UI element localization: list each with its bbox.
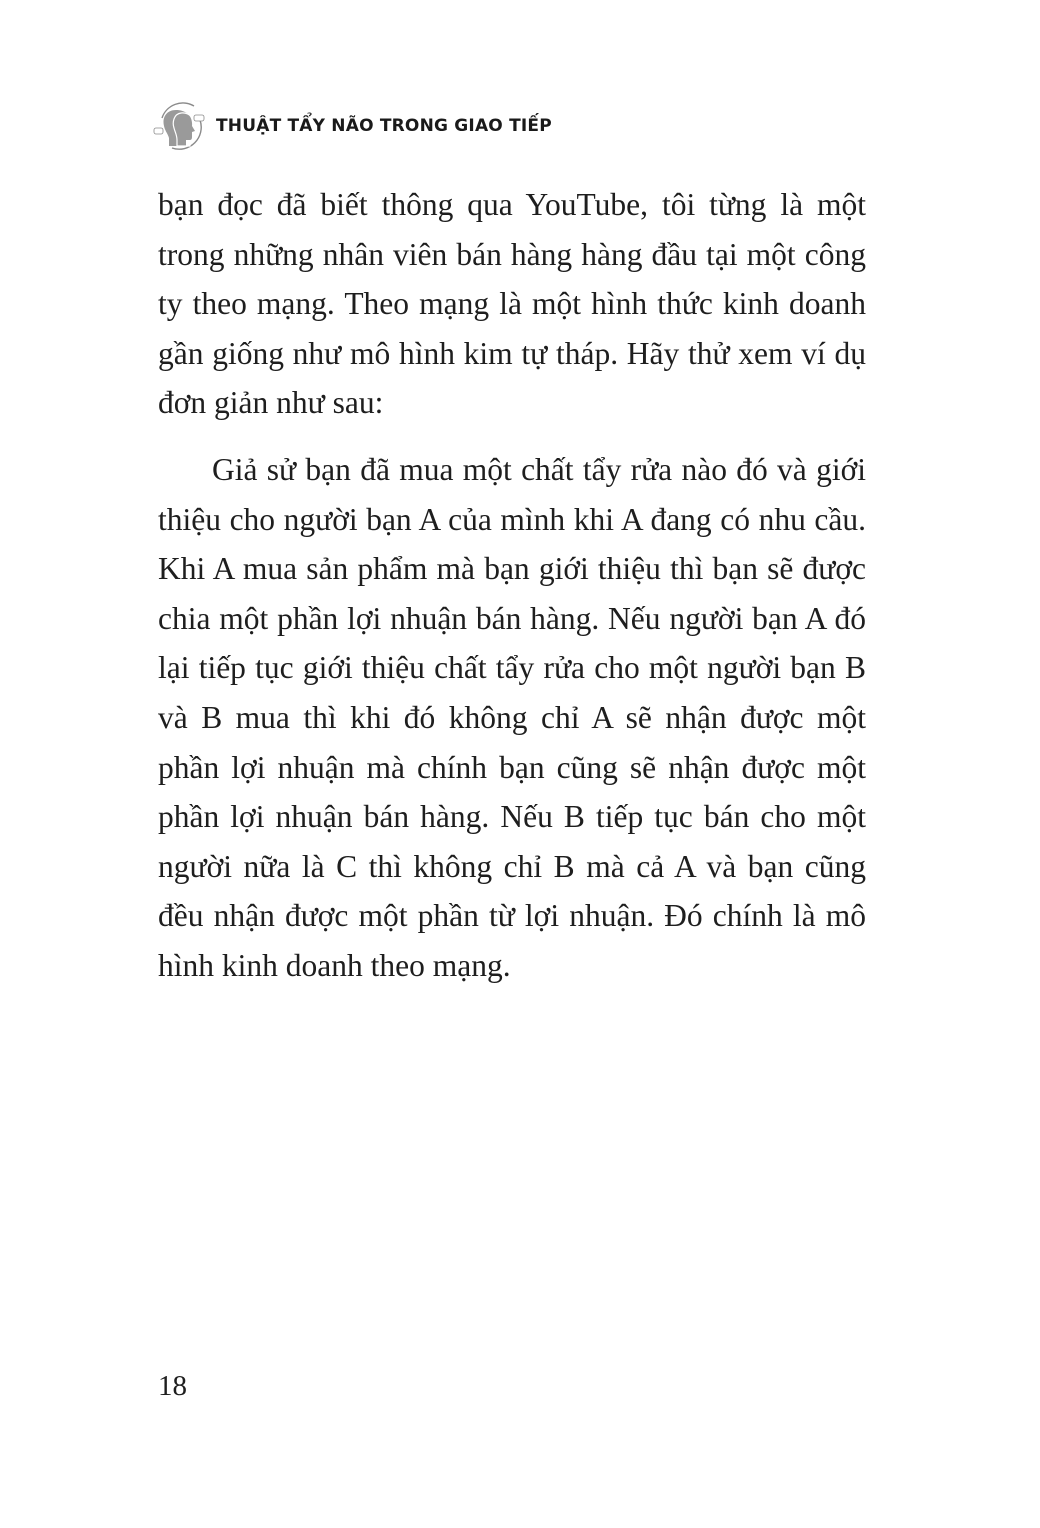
paragraph: Giả sử bạn đã mua một chất tẩy rửa nào đó và giới thiệu cho người bạn A của mình khi A đang có nhu cầu. Khi A mua sản phẩm mà bạn giới thiệu thì bạn sẽ được chia một phần lợi nhuận bán hàng. Nếu người bạn A đó lại tiếp tục giới thiệu chất tẩy rửa cho một người bạn B và B mua thì khi đó không chỉ A sẽ nhận được một phần lợi nhuận mà chính bạn cũng sẽ nhận được một phần lợi nhuận bán hàng. Nếu B tiếp tục bán cho một người nữa là C thì không chỉ B mà cả A và bạn cũng đều nhận được một phần từ lợi nhuận. Đó chính là mô hình kinh doanh theo mạng. bbox=[158, 451, 866, 983]
paragraph: bạn đọc đã biết thông qua YouTube, tôi từng là một trong những nhân viên bán hàng hàng đầu tại một công ty theo mạng. Theo mạng là một hình thức kinh doanh gần giống như mô hình kim tự tháp. Hãy thử xem ví dụ đơn giản như sau: bbox=[158, 187, 866, 421]
head-silhouette-icon bbox=[152, 98, 208, 154]
body-text bbox=[158, 180, 866, 991]
book-title: THUẬT TẨY NÃO TRONG GIAO TIẾP bbox=[216, 116, 552, 136]
running-header bbox=[152, 98, 552, 154]
page-number: 18 bbox=[158, 1370, 187, 1402]
